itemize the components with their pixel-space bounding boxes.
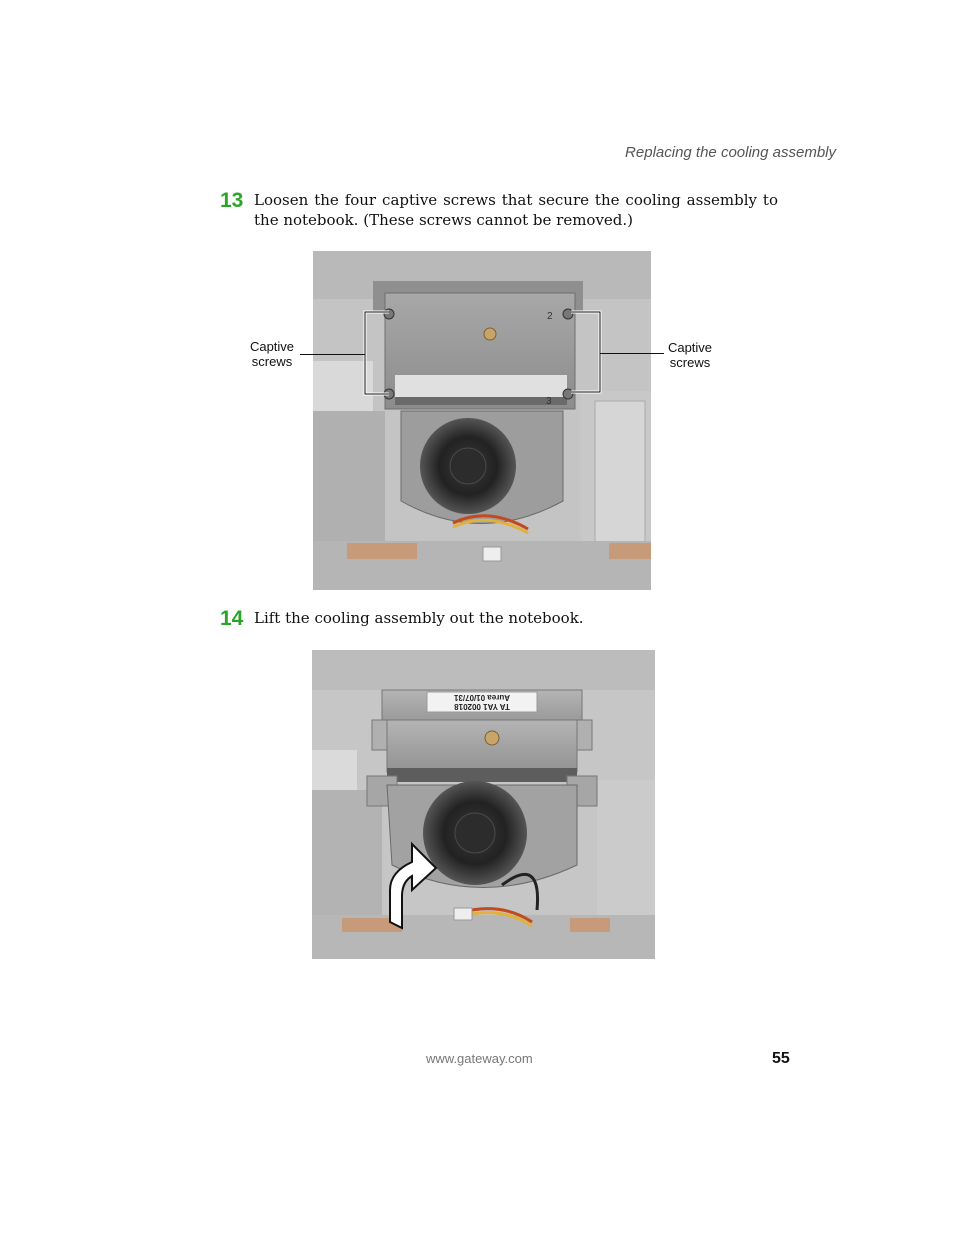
callout-left [244,339,300,369]
figure-loosen-screws [313,251,651,590]
callout-right [662,340,718,370]
page-number: 55 [772,1050,790,1067]
figure-lift-assembly-photo [312,650,655,959]
step-number-14: 14 [220,607,244,630]
screw-number-3: 3 [546,396,552,407]
step-text-13: Loosen the four captive screws that secure the cooling assembly to the notebook. (These screws cannot be removed.) [254,191,778,229]
callout-right-line2: screws [669,355,711,370]
part-label-line1: Aurea 01/07/31 [453,693,511,702]
callout-right-leader [600,353,664,354]
step-text-14: Lift the cooling assembly out the notebook. [254,609,584,627]
screw-number-2: 2 [547,311,553,322]
callout-right-line1: Captive [667,340,713,355]
footer-url: www.gateway.com [426,1051,533,1066]
callout-left-line1: Captive [249,339,295,354]
figure-lift-assembly [312,650,655,959]
running-header: Replacing the cooling assembly [625,144,836,161]
step-number-13: 13 [220,189,244,212]
callout-left-line2: screws [251,354,293,369]
figure-loosen-screws-photo [313,251,651,590]
part-label-line2: TA YA1 002018 [454,702,510,711]
callout-left-leader [300,354,365,355]
